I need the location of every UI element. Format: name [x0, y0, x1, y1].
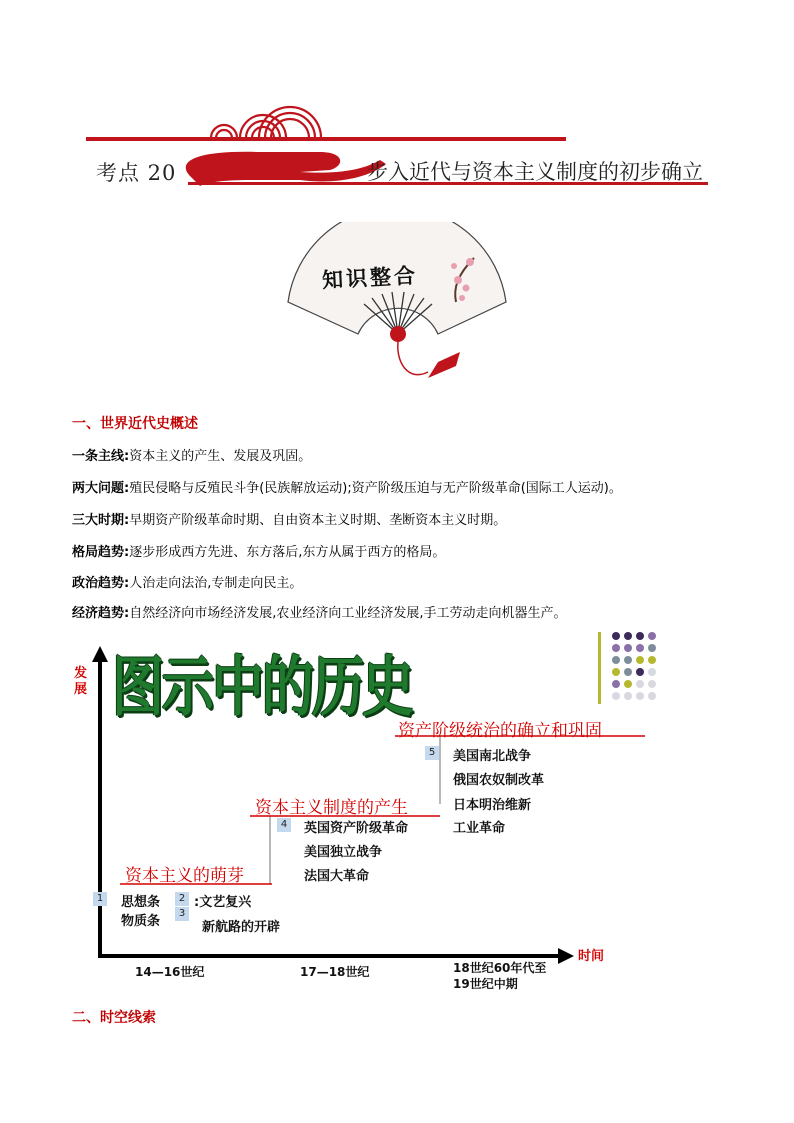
summary-key: 格局趋势:: [72, 545, 130, 560]
stage-item: 英国资产阶级革命: [304, 821, 409, 836]
dot-grid: [598, 632, 656, 704]
stage-item: 工业革命: [453, 821, 506, 836]
summary-key: 一条主线:: [72, 449, 130, 464]
x-axis-label: 时间: [578, 949, 605, 964]
summary-line: [72, 509, 506, 528]
topic-title: 步入近代与资本主义制度的初步确立: [367, 160, 703, 184]
number-badge: 2: [175, 892, 189, 906]
stage-title: 资本主义的萌芽: [125, 866, 244, 886]
summary-key: 政治趋势:: [72, 576, 130, 591]
summary-line: [72, 602, 566, 621]
summary-line: [72, 445, 311, 464]
stage-item: 新航路的开辟: [202, 920, 281, 935]
section2-heading: 二、时空线索: [72, 1010, 156, 1026]
stage-item: 日本明治维新: [453, 798, 532, 813]
number-badge: 4: [277, 818, 291, 832]
time-tick: 18世纪60年代至: [453, 961, 547, 975]
stage-item: 美国独立战争: [304, 845, 383, 860]
time-tick: 17—18世纪: [300, 965, 370, 979]
summary-key: 三大时期:: [72, 513, 130, 528]
y-axis-label: 发展: [74, 666, 88, 697]
number-badge: 3: [175, 907, 189, 921]
diagram-title: 图示中的历史: [112, 649, 413, 726]
stage-item: 法国大革命: [304, 869, 370, 884]
fan-illustration: [278, 222, 518, 392]
summary-text: 早期资产阶级革命时期、自由资本主义时期、垄断资本主义时期。: [129, 513, 507, 528]
summary-line: [72, 572, 302, 591]
fan-label: 知识整合: [321, 262, 419, 293]
stage-item-text: 文艺复兴: [199, 895, 252, 910]
stage-title: 资产阶级统治的确立和巩固: [398, 721, 602, 741]
time-tick: 19世纪中期: [453, 977, 518, 991]
stage-title: 资本主义制度的产生: [255, 798, 408, 818]
stage-item: 美国南北战争: [453, 749, 532, 764]
summary-text: 人治走向法治,专制走向民主。: [129, 576, 303, 591]
summary-text: 殖民侵略与反殖民斗争(民族解放运动);资产阶级压迫与无产阶级革命(国际工人运动)。: [129, 481, 622, 496]
summary-line: [72, 541, 445, 560]
section1-heading: 一、世界近代史概述: [72, 416, 198, 432]
summary-text: 逐步形成西方先进、东方落后,东方从属于西方的格局。: [129, 545, 446, 560]
summary-key: 经济趋势:: [72, 606, 130, 621]
time-tick: 14—16世纪: [135, 965, 205, 979]
summary-line: [72, 477, 622, 496]
summary-text: 自然经济向市场经济发展,农业经济向工业经济发展,手工劳动走向机器生产。: [129, 606, 567, 621]
number-badge: 1: [93, 892, 107, 906]
stage-item: :文艺复兴: [194, 895, 252, 910]
number-badge: 5: [425, 746, 439, 760]
condition-label: 思想条: [121, 895, 161, 910]
stage-item: 俄国农奴制改革: [453, 773, 545, 788]
topic-number: 考点 20: [96, 161, 177, 185]
condition-label: 物质条: [121, 914, 161, 929]
summary-key: 两大问题:: [72, 481, 130, 496]
summary-text: 资本主义的产生、发展及巩固。: [129, 449, 312, 464]
